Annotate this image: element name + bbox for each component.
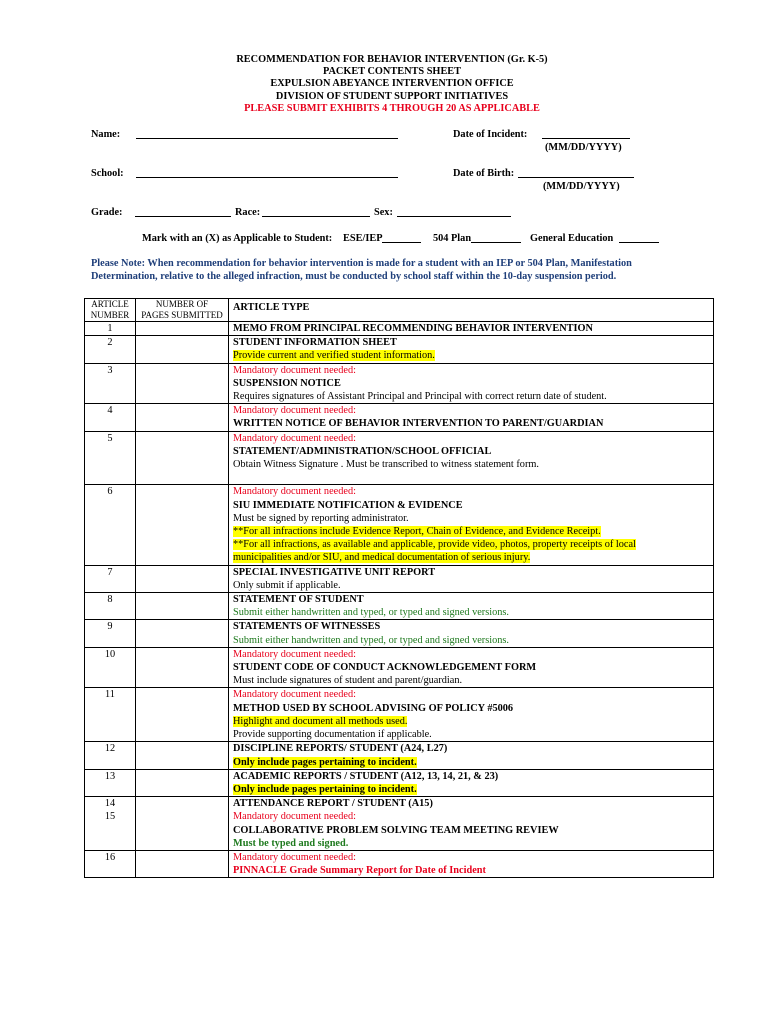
table-header-row: [85, 299, 714, 322]
article-type-text: SUSPENSION NOTICE: [233, 377, 341, 389]
article-type-text: municipalities and/or SIU, and medical documentation of serious injury.: [233, 552, 531, 564]
article-type-cell: [229, 850, 714, 877]
table-row: [85, 593, 714, 620]
article-type-text: STUDENT INFORMATION SHEET: [233, 337, 397, 349]
general-education-field[interactable]: [619, 232, 659, 243]
article-type-text: [233, 472, 236, 483]
article-type-line: [233, 661, 710, 674]
article-type-line: [233, 674, 710, 687]
article-type-text: DISCIPLINE REPORTS/ STUDENT (A24, L27): [233, 743, 448, 755]
table-row: [85, 485, 714, 565]
table-body: [85, 322, 714, 878]
sex-field[interactable]: [397, 206, 511, 217]
article-number: [85, 742, 136, 769]
article-number: [85, 647, 136, 688]
article-type-line: [233, 390, 710, 403]
article-type-line: [233, 377, 710, 390]
pages-submitted-header: NUMBER OF PAGES SUBMITTED: [136, 299, 229, 322]
article-type-text: Highlight and document all methods used.: [233, 715, 408, 727]
article-type-line: [233, 810, 710, 823]
article-type-line: [233, 485, 710, 498]
name-field[interactable]: [136, 128, 398, 139]
race-field[interactable]: [262, 206, 370, 217]
table-row: [85, 620, 714, 647]
article-type-text: ATTENDANCE REPORT / STUDENT (A15): [233, 798, 433, 810]
pages-submitted-cell[interactable]: [136, 769, 229, 796]
form-subtitle: PACKET CONTENTS SHEET: [322, 66, 462, 78]
article-number-value: 8: [107, 594, 113, 606]
article-type-cell: [229, 593, 714, 620]
article-type-text: Mandatory document needed:: [233, 364, 356, 376]
article-type-cell: [229, 565, 714, 592]
article-type-line: [233, 322, 710, 335]
article-number-value: 1: [107, 323, 113, 334]
article-type-text: Must be signed by reporting administrator.: [233, 512, 409, 524]
article-type-cell: [229, 769, 714, 796]
article-number-value: 2: [107, 337, 113, 349]
article-type-text: Mandatory document needed:: [233, 432, 356, 444]
article-number: [85, 485, 136, 565]
incident-date-format: (MM/DD/YYYY): [545, 142, 622, 153]
article-type-line: [233, 648, 710, 661]
table-row: [85, 647, 714, 688]
article-number: [85, 363, 136, 404]
article-type-text: Obtain Witness Signature . Must be transcribed to witness statement form.: [233, 459, 539, 471]
article-number: [85, 404, 136, 431]
article-type-line: [233, 770, 710, 783]
article-number-value: 15: [104, 811, 116, 823]
article-type-cell: [229, 336, 714, 363]
article-number-value: 3: [107, 364, 113, 376]
article-type-cell: [229, 742, 714, 769]
article-type-cell: [229, 647, 714, 688]
article-type-text: COLLABORATIVE PROBLEM SOLVING TEAM MEETING REVIEW: [233, 824, 559, 836]
article-type-text: Mandatory document needed:: [233, 405, 356, 417]
article-type-text: SIU IMMEDIATE NOTIFICATION & EVIDENCE: [233, 499, 463, 511]
article-type-line: [233, 499, 710, 512]
article-type-line: [233, 742, 710, 755]
article-number-value: 11: [105, 689, 115, 701]
article-type-line: [233, 756, 710, 769]
article-number: [85, 565, 136, 592]
article-type-line: [233, 864, 710, 877]
article-number: [85, 336, 136, 363]
article-type-text: **For all infractions include Evidence Report, Chain of Evidence, and Evidence Receipt.: [233, 526, 601, 538]
article-type-line: [233, 620, 710, 633]
article-number: [85, 431, 136, 485]
article-type-cell: [229, 363, 714, 404]
article-type-line: [233, 471, 710, 484]
article-type-text: Must include signatures of student and parent/guardian.: [233, 675, 463, 687]
article-type-line: [233, 432, 710, 445]
article-type-line: [233, 538, 710, 551]
table-row: [85, 336, 714, 363]
article-type-line: [233, 593, 710, 606]
article-type-text: Submit either handwritten and typed, or typed and signed versions.: [233, 634, 509, 646]
article-number-header: ARTICLE NUMBER: [85, 299, 136, 322]
office-name: EXPULSION ABEYANCE INTERVENTION OFFICE: [270, 78, 514, 90]
article-type-line: [233, 702, 710, 715]
race-label: Race:: [235, 207, 261, 218]
pages-submitted-cell[interactable]: [136, 336, 229, 363]
article-type-line: [233, 404, 710, 417]
article-type-text: STATEMENTS OF WITNESSES: [233, 621, 381, 633]
article-type-text: SPECIAL INVESTIGATIVE UNIT REPORT: [233, 566, 436, 578]
pages-submitted-cell[interactable]: [136, 742, 229, 769]
pages-submitted-cell[interactable]: [136, 485, 229, 565]
name-label: Name:: [91, 129, 121, 140]
pages-submitted-cell[interactable]: [136, 688, 229, 742]
article-type-cell: [229, 797, 714, 851]
article-type-header: ARTICLE TYPE: [229, 299, 714, 322]
article-type-text: Must be typed and signed.: [233, 837, 349, 849]
article-type-text: Only submit if applicable.: [233, 579, 341, 591]
table-row: [85, 769, 714, 796]
incident-date-label: Date of Incident:: [453, 129, 528, 140]
article-type-line: [233, 458, 710, 471]
article-type-line: [233, 364, 710, 377]
article-type-text: ACADEMIC REPORTS / STUDENT (A12, 13, 14, 21, & 23): [233, 770, 499, 782]
article-number-value: 7: [107, 566, 113, 578]
article-type-text: STATEMENT/ADMINISTRATION/SCHOOL OFFICIAL: [233, 445, 492, 457]
grade-label: Grade:: [91, 207, 123, 218]
article-number-value: 4: [107, 405, 113, 417]
article-type-text: METHOD USED BY SCHOOL ADVISING OF POLICY #5006: [233, 702, 514, 714]
pages-submitted-cell[interactable]: [136, 431, 229, 485]
article-number-value: 5: [107, 432, 113, 444]
article-number: [85, 688, 136, 742]
article-number: [85, 850, 136, 877]
article-type-line: [233, 797, 710, 810]
article-type-line: [233, 512, 710, 525]
form-title: RECOMMENDATION FOR BEHAVIOR INTERVENTION (Gr. K-5): [236, 54, 548, 65]
pages-submitted-cell[interactable]: [136, 797, 229, 851]
article-type-text: MEMO FROM PRINCIPAL RECOMMENDING BEHAVIOR INTERVENTION: [233, 323, 593, 334]
article-type-line: [233, 336, 710, 349]
table-row: [85, 797, 714, 851]
article-type-text: WRITTEN NOTICE OF BEHAVIOR INTERVENTION TO PARENT/GUARDIAN: [233, 418, 604, 430]
birth-date-label: Date of Birth:: [453, 168, 515, 179]
article-type-cell: [229, 688, 714, 742]
pages-submitted-cell[interactable]: [136, 565, 229, 592]
article-number: [85, 593, 136, 620]
incident-date-field[interactable]: [542, 128, 630, 139]
article-type-line: [233, 445, 710, 458]
article-type-line: [233, 566, 710, 579]
mark-applicable-label: Mark with an (X) as Applicable to Student:: [142, 233, 333, 244]
article-number-value: 14: [104, 798, 116, 810]
birth-date-format: (MM/DD/YYYY): [543, 181, 620, 192]
article-type-line: [233, 824, 710, 837]
grade-field[interactable]: [135, 206, 231, 217]
pages-submitted-cell[interactable]: [136, 363, 229, 404]
article-type-text: **For all infractions, as available and applicable, provide video, photos, property receipts of local: [233, 539, 636, 551]
article-type-line: [233, 634, 710, 647]
article-number-value: 6: [107, 486, 113, 498]
article-number-value: 13: [104, 770, 116, 782]
birth-date-field[interactable]: [518, 167, 634, 178]
article-type-text: Requires signatures of Assistant Principal and Principal with correct return date of student.: [233, 391, 607, 403]
article-type-line: [233, 837, 710, 850]
article-type-line: [233, 688, 710, 701]
pages-submitted-cell[interactable]: [136, 404, 229, 431]
pages-submitted-cell[interactable]: [136, 850, 229, 877]
article-type-line: [233, 851, 710, 864]
article-type-line: [233, 579, 710, 592]
document-header: [0, 54, 770, 115]
table-row: [85, 688, 714, 742]
ese-iep-label: ESE/IEP: [343, 233, 383, 244]
article-type-line: [233, 606, 710, 619]
table-row: [85, 431, 714, 485]
pages-submitted-cell[interactable]: [136, 322, 229, 336]
article-type-line: [233, 715, 710, 728]
article-type-line: [233, 417, 710, 430]
article-type-line: [233, 525, 710, 538]
table-row: [85, 322, 714, 336]
article-type-text: PINNACLE Grade Summary Report for Date of Incident: [233, 865, 486, 877]
article-number-value: 12: [104, 743, 116, 755]
table-row: [85, 742, 714, 769]
article-type-cell: [229, 485, 714, 565]
table-row: [85, 850, 714, 877]
plan-504-label: 504 Plan: [433, 233, 472, 244]
packet-contents-table: [84, 298, 714, 878]
ese-iep-field[interactable]: [382, 232, 421, 243]
article-type-text: STATEMENT OF STUDENT: [233, 594, 364, 606]
pages-submitted-cell[interactable]: [136, 593, 229, 620]
article-type-text: Only include pages pertaining to incident.: [233, 756, 417, 768]
note-line-1: Please Note: When recommendation for behavior intervention is made for a student with an IEP or 504 Plan, Manifestation: [91, 258, 632, 269]
article-type-text: Only include pages pertaining to incident.: [233, 783, 417, 795]
article-number-value: 16: [104, 851, 116, 863]
school-label: School:: [91, 168, 124, 179]
article-number: [85, 322, 136, 336]
article-number: [85, 620, 136, 647]
article-type-text: Provide current and verified student information.: [233, 350, 435, 362]
submission-instruction: PLEASE SUBMIT EXHIBITS 4 THROUGH 20 AS APPLICABLE: [244, 102, 540, 114]
article-number: [85, 797, 136, 851]
sex-label: Sex:: [374, 207, 393, 218]
article-type-text: Mandatory document needed:: [233, 689, 356, 701]
school-field[interactable]: [136, 167, 398, 178]
division-name: DIVISION OF STUDENT SUPPORT INITIATIVES: [275, 90, 509, 102]
article-type-line: [233, 349, 710, 362]
table-row: [85, 565, 714, 592]
manifestation-note: [91, 257, 691, 284]
article-type-text: Submit either handwritten and typed, or typed and signed versions.: [233, 607, 509, 619]
article-number: [85, 769, 136, 796]
pages-submitted-cell[interactable]: [136, 620, 229, 647]
general-education-label: General Education: [530, 233, 614, 244]
pages-submitted-cell[interactable]: [136, 647, 229, 688]
article-type-text: Provide supporting documentation if applicable.: [233, 729, 432, 741]
article-type-text: STUDENT CODE OF CONDUCT ACKNOWLEDGEMENT FORM: [233, 662, 537, 674]
article-type-cell: [229, 404, 714, 431]
article-type-cell: [229, 620, 714, 647]
article-number-value: 9: [107, 621, 113, 633]
article-type-line: [233, 551, 710, 564]
note-line-2: Determination, relative to the alleged infraction, must be conducted by school staff within the 10-day suspension period.: [91, 271, 617, 283]
article-type-text: Mandatory document needed:: [233, 851, 356, 863]
table-row: [85, 404, 714, 431]
article-type-text: Mandatory document needed:: [233, 486, 356, 498]
article-type-cell: [229, 322, 714, 336]
article-type-cell: [229, 431, 714, 485]
article-type-line: [233, 728, 710, 741]
article-number-value: 10: [104, 648, 116, 660]
plan-504-field[interactable]: [471, 232, 521, 243]
table-row: [85, 363, 714, 404]
article-type-line: [233, 783, 710, 796]
article-type-text: Mandatory document needed:: [233, 811, 356, 823]
article-type-text: Mandatory document needed:: [233, 648, 356, 660]
